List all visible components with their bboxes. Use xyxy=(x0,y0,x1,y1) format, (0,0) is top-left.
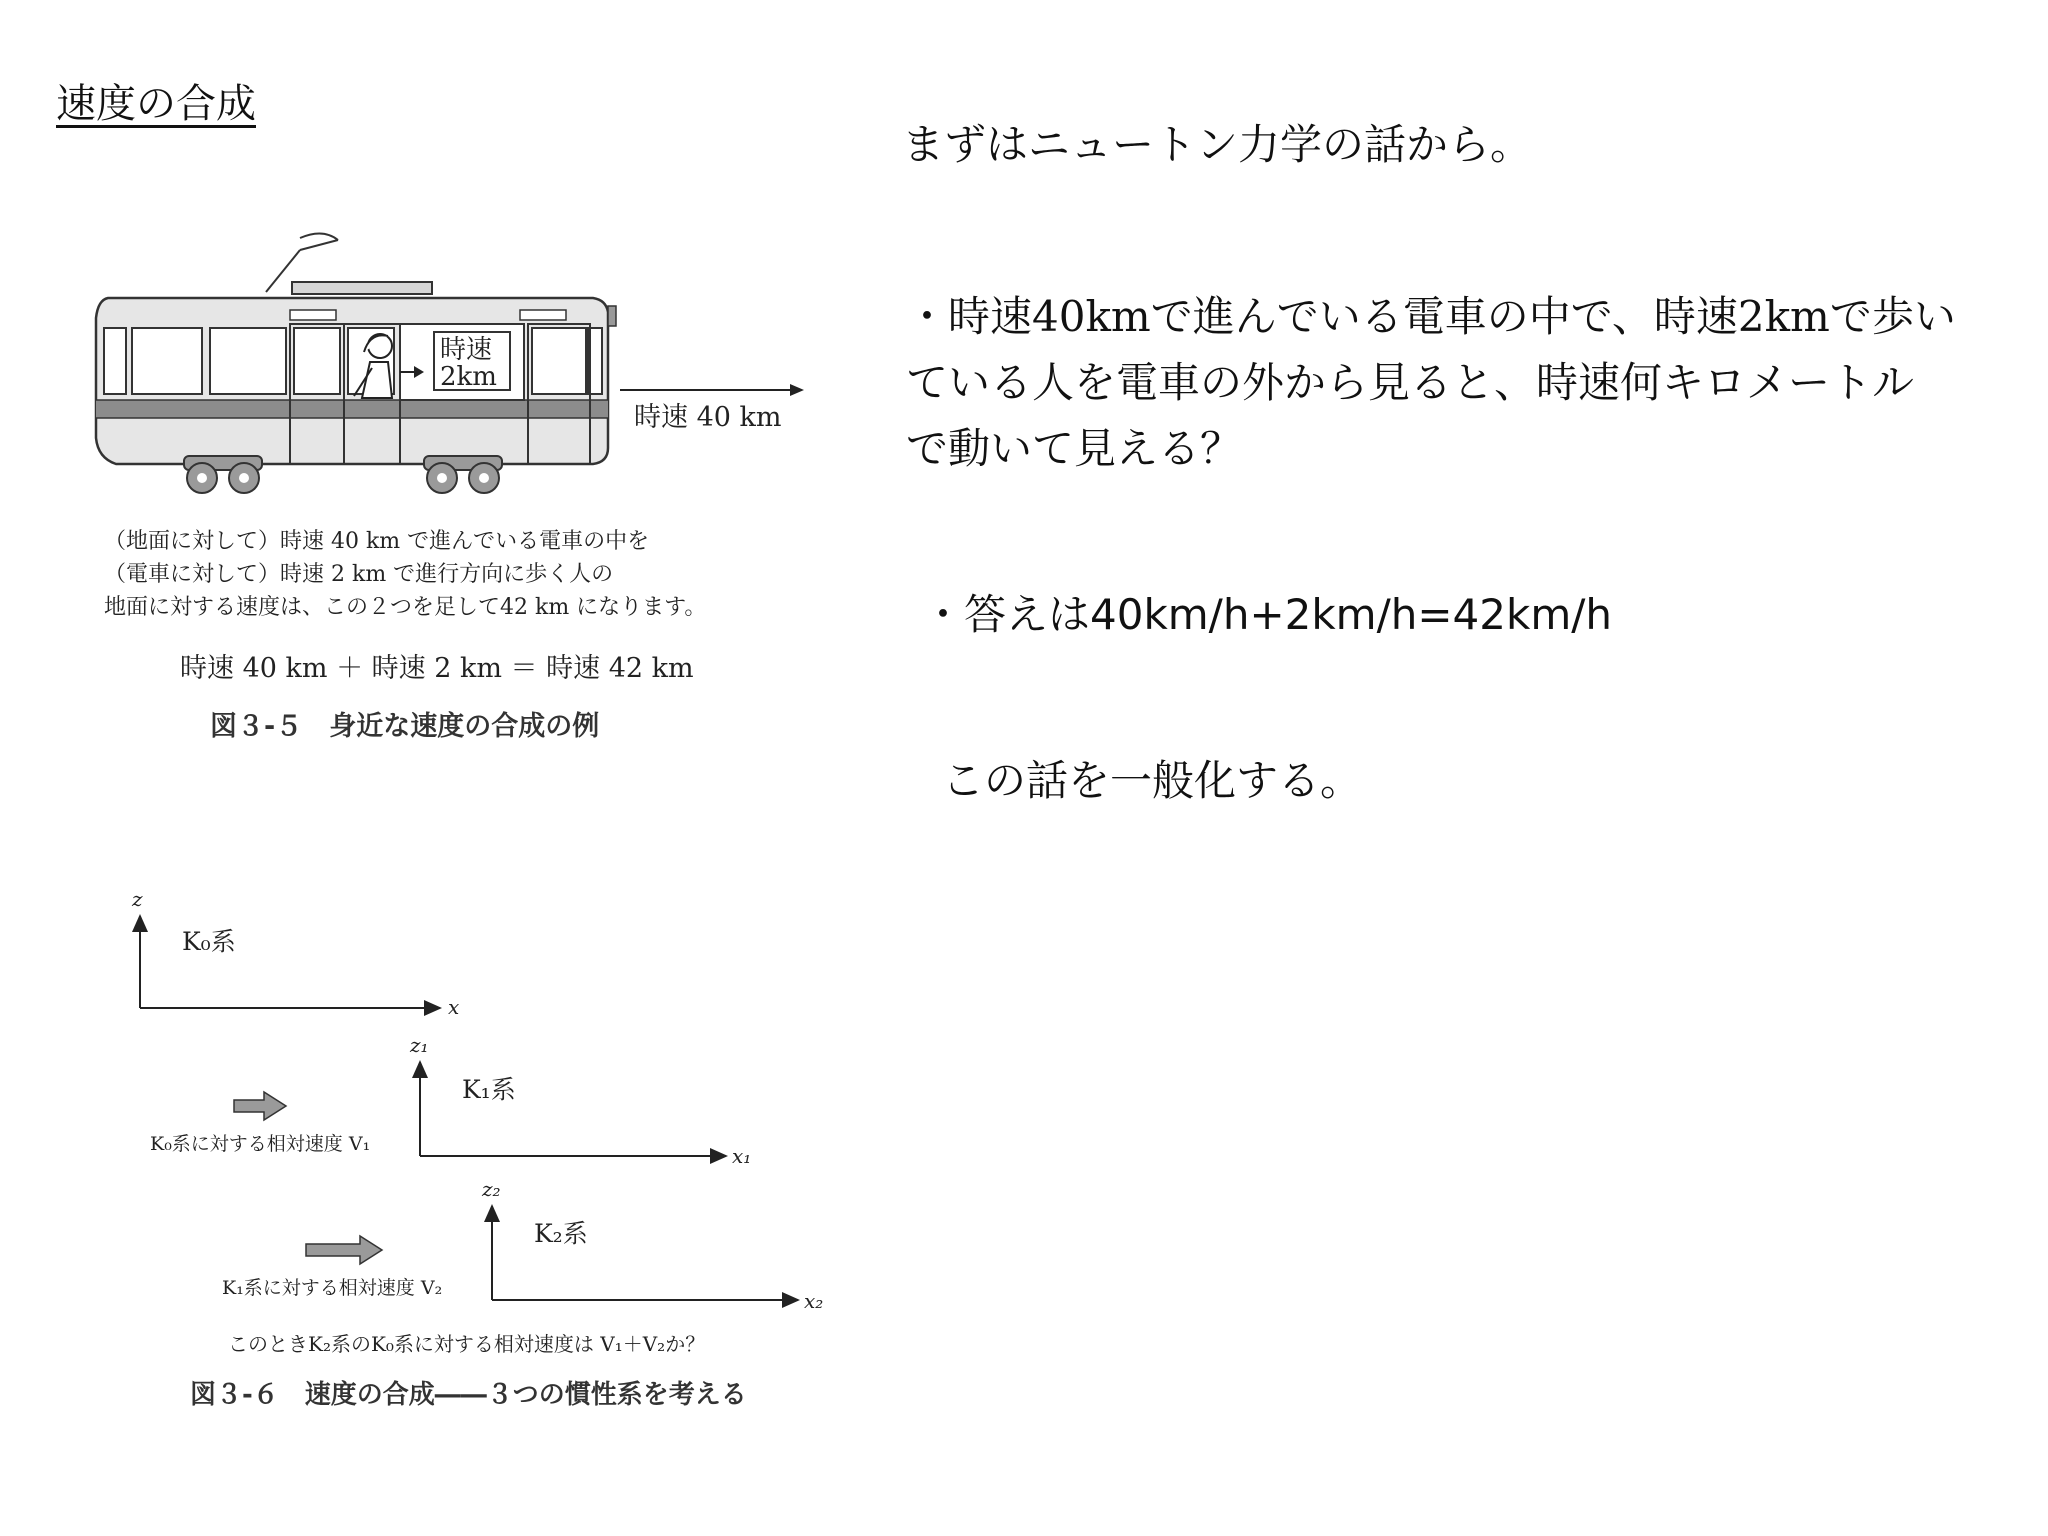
question-line: ている人を電車の外から見ると、時速何キロメートル xyxy=(906,358,1915,407)
walker-speed-label-1: 時速 xyxy=(440,335,493,365)
intro-text: まずはニュートン力学の話から。 xyxy=(902,120,1533,169)
train-illustration xyxy=(88,228,828,518)
train-light xyxy=(608,306,616,326)
train-speed-label: 時速 40 km xyxy=(634,402,782,433)
v1-arrow-icon xyxy=(234,1092,286,1120)
caption-line: （電車に対して）時速 2 km で進行方向に歩く人の xyxy=(104,562,614,587)
figure2-question: このときK₂系のK₀系に対する相対速度は V₁＋V₂か？ xyxy=(228,1332,706,1356)
figure1-caption xyxy=(104,525,706,624)
k2-frame-label: K₂系 xyxy=(534,1219,588,1248)
figure2-title: 図３-６ 速度の合成――３つの慣性系を考える xyxy=(190,1380,747,1410)
k0-x-label: x xyxy=(448,995,460,1019)
k1-x-label: x₁ xyxy=(732,1144,752,1168)
k1-frame-label: K₁系 xyxy=(462,1075,516,1104)
train-stripe xyxy=(96,400,608,418)
section-heading: 速度の合成 xyxy=(56,81,256,127)
question-line: ・時速40kmで進んでいる電車の中で、時速2kmで歩い xyxy=(906,292,1956,341)
figure1-title: 図３-５ 身近な速度の合成の例 xyxy=(210,711,600,742)
k2-z-label: z₂ xyxy=(482,1177,501,1201)
k1-z-label: z₁ xyxy=(410,1033,429,1057)
k0-frame-label: K₀系 xyxy=(182,927,236,956)
inertial-frames-diagram xyxy=(120,880,840,1320)
k2-relative-velocity: K₁系に対する相対速度 V₂ xyxy=(222,1277,443,1299)
question-text xyxy=(906,284,1956,482)
v2-arrow-icon xyxy=(306,1236,382,1264)
k0-z-label: z xyxy=(132,887,143,911)
answer-text: ・答えは40km/h+2km/h=42km/h xyxy=(922,590,1613,639)
k1-relative-velocity: K₀系に対する相対速度 V₁ xyxy=(150,1133,371,1155)
question-line: で動いて見える？ xyxy=(906,424,1243,473)
roof-unit xyxy=(292,282,432,294)
caption-line: 地面に対する速度は、この２つを足して42 km になります。 xyxy=(104,595,707,620)
train-direction-arrow xyxy=(620,384,804,396)
k2-x-label: x₂ xyxy=(804,1289,824,1313)
caption-line: （地面に対して）時速 40 km で進んでいる電車の中を xyxy=(104,529,650,554)
walker-speed-label-2: 2km xyxy=(440,362,497,392)
generalize-text: この話を一般化する。 xyxy=(942,756,1363,805)
figure1-formula: 時速 40 km ＋ 時速 2 km ＝ 時速 42 km xyxy=(180,653,694,684)
